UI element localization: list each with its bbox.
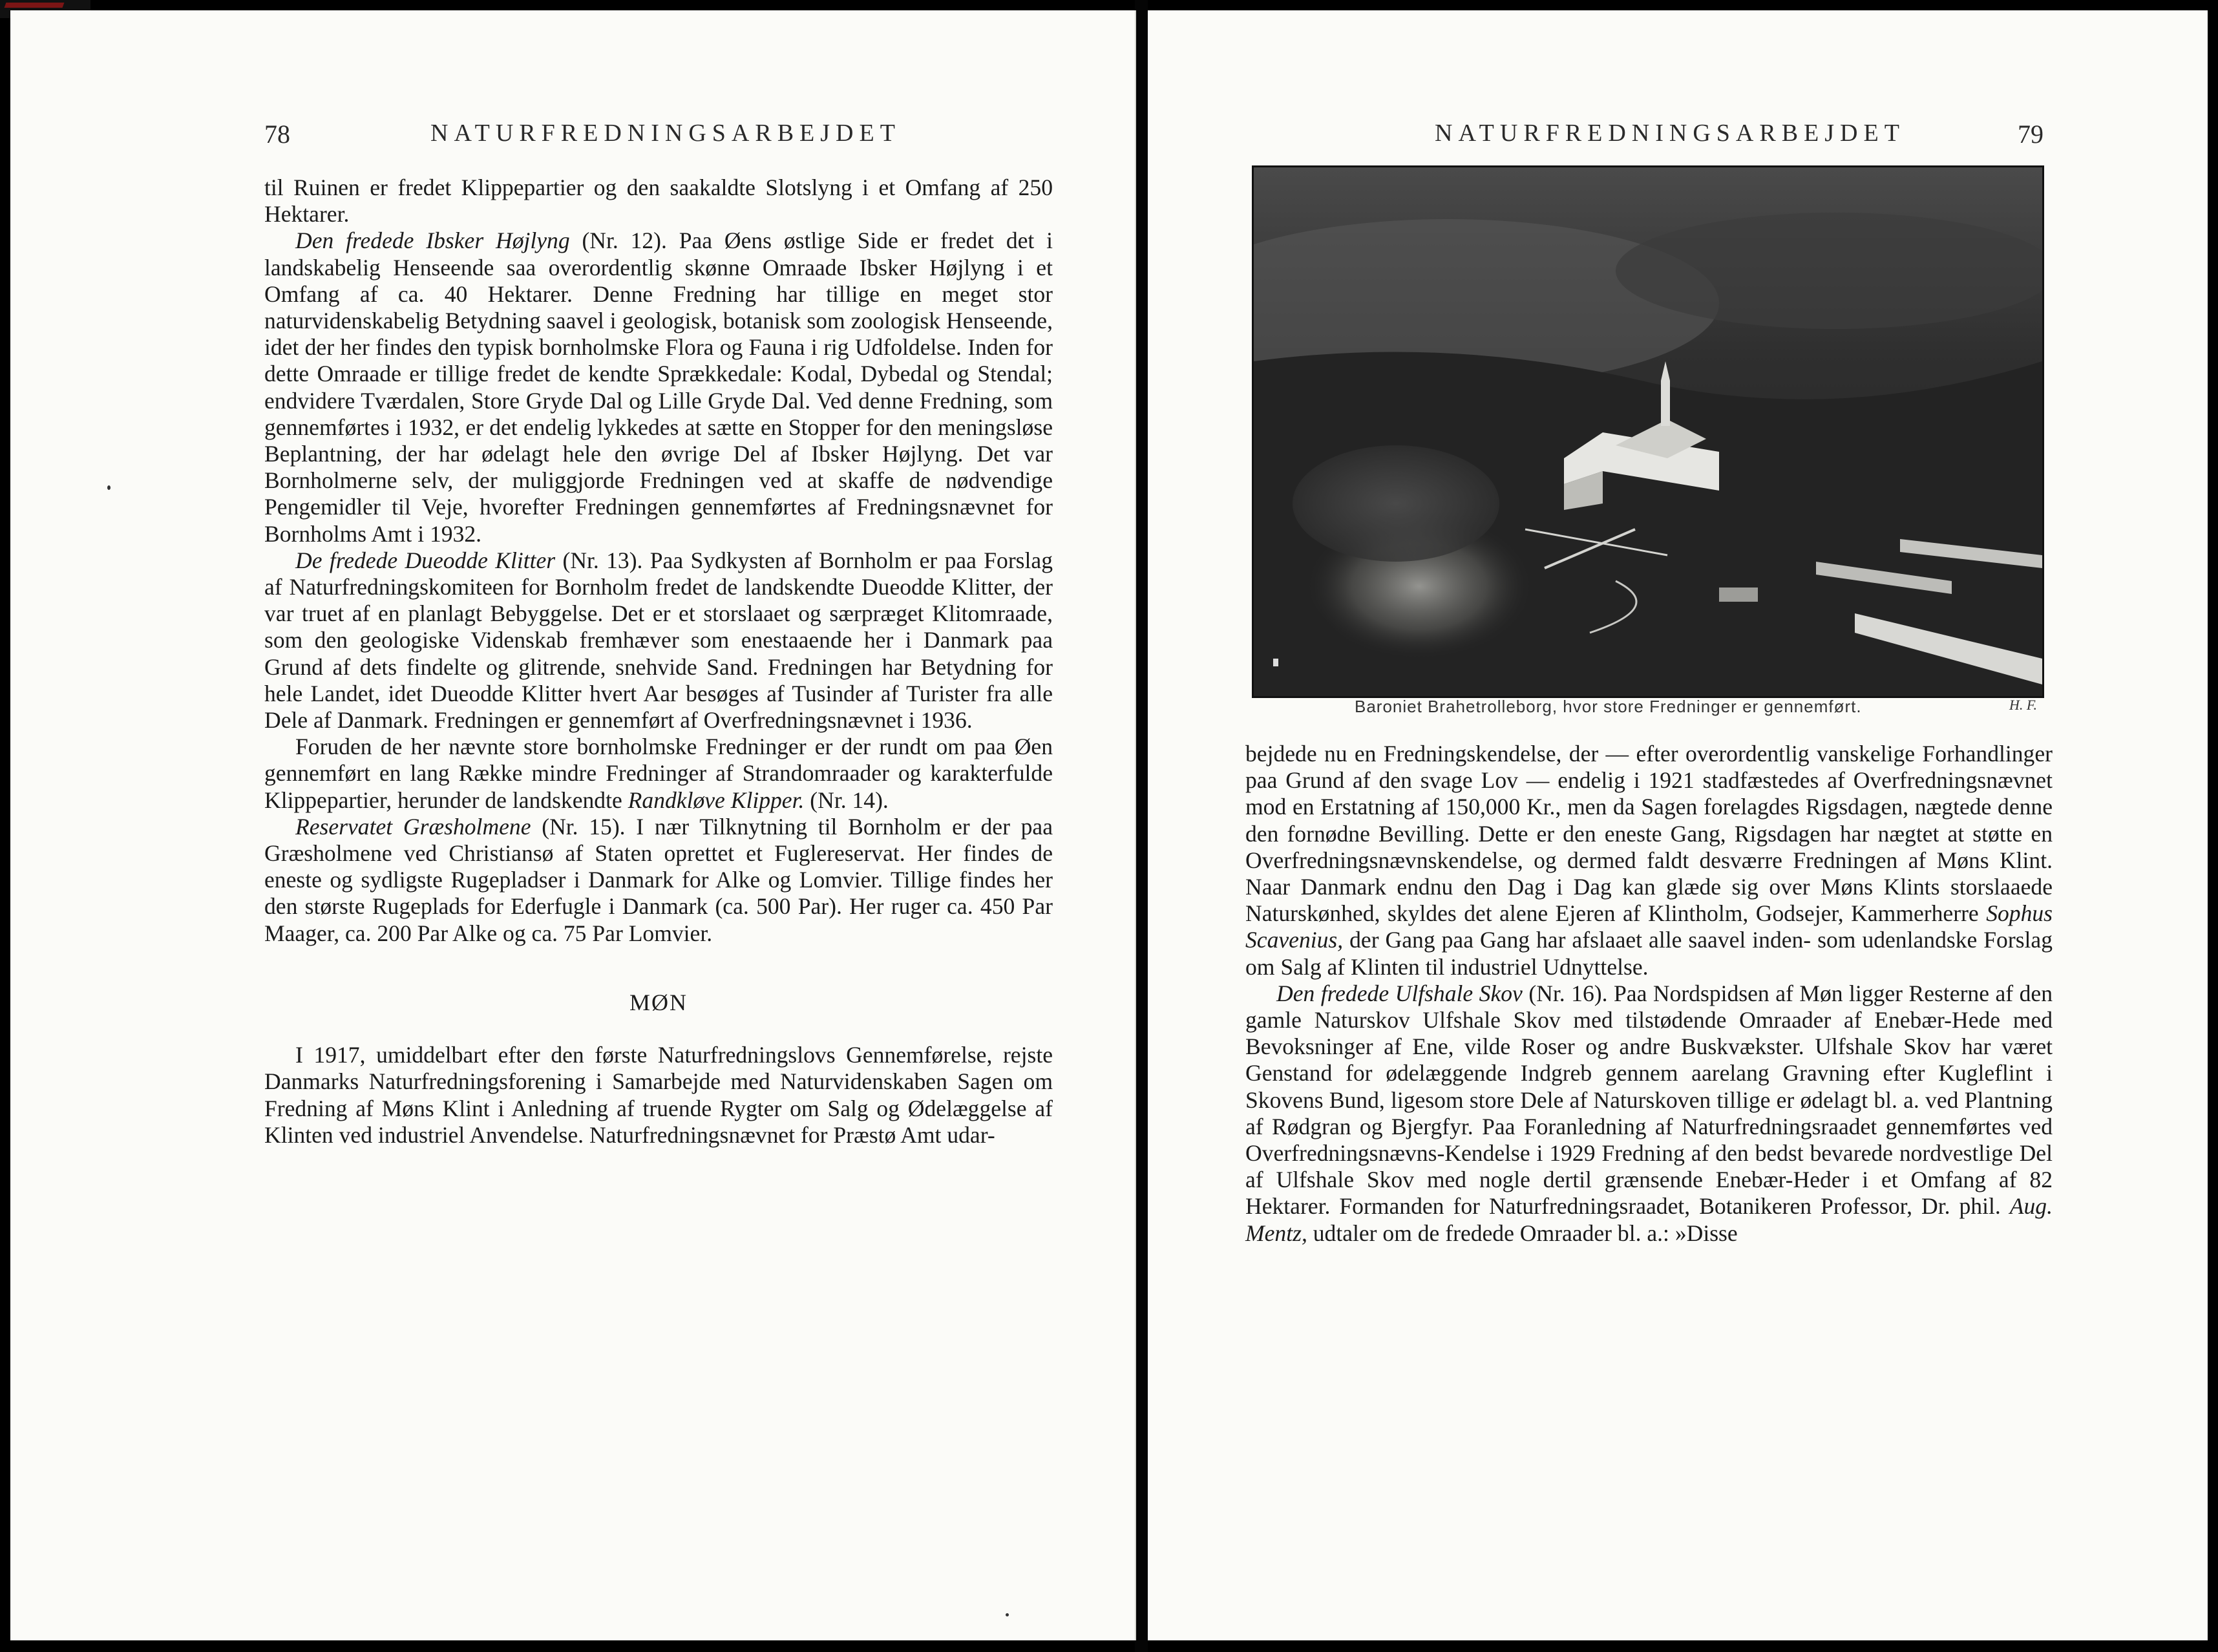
photo-caption: Baroniet Brahetrolleborg, hvor store Fredninger er gennemført. — [1355, 697, 1862, 716]
running-head: NATURFREDNINGSARBEJDET — [1435, 120, 1905, 147]
left-paragraphs — [264, 175, 1053, 947]
aerial-photo — [1252, 165, 2044, 698]
left-body-text — [264, 175, 1053, 1149]
scan-speck — [1006, 1613, 1009, 1616]
section-paragraph: I 1917, umiddelbart efter den første Naturfredningslovs Gennemførelse, rejste Danmarks Naturfredningsforening i Samarbejde med Naturvidenskaben Sagen om Fredning af Møns Klint i Anledning af truende Rygter om Salg og Ødelæggelse af Klinten ved industriel Anvendelse. Naturfredningsnævnet for Præstø Amt udar- — [264, 1042, 1053, 1148]
italic-term: Randkløve Klipper. — [628, 787, 805, 813]
page-number: 79 — [2018, 120, 2044, 149]
paragraph — [1245, 741, 2053, 980]
italic-term: Reservatet Græsholmene — [295, 813, 531, 840]
text-run: udtaler om de fredede Omraader bl. a.: »Disse — [1307, 1220, 1738, 1246]
book-gutter — [1135, 0, 1148, 1652]
text-run: (Nr. 14). — [804, 787, 889, 813]
right-paragraphs — [1245, 741, 2053, 1247]
italic-term: Den fredede Ibsker Højlyng — [295, 228, 570, 254]
text-run: (Nr. 13). Paa Sydkysten af Bornholm er paa Forslag af Naturfredningskomiteen for Bornholm fredet de landskendte Dueodde Klitter, der var truet af en planlagt Bebyggelse. Det er et storslaaet og særpræget Klitomraade, som den geologiske Videnskab fremhæver som enestaaende her i Danmark paa Grund af dets findelte og glitrende, snehvide Sand. Fredningen har Betydning for hele Landet, idet Dueodde Klitter hvert Aar besøges af Tusinder af Turister fra alle Dele af Danmark. Fredningen er gennemført af Overfredningsnævnet i 1936. — [264, 547, 1053, 734]
left-page — [10, 10, 1136, 1640]
section-heading: MØN — [629, 989, 688, 1015]
italic-term: Aug. Mentz, — [1245, 1193, 2053, 1246]
paragraph — [264, 228, 1053, 547]
text-run: (Nr. 16). Paa Nordspidsen af Møn ligger Resterne af den gamle Naturskov Ulfshale Skov med tilstødende Omraader af Enebær-Hede med Bevoksninger af Ene, vilde Roser og andre Buskvækster. Ulfshale Skov har været Genstand for ødelæggende Indgreb gennem aarelang Gravning efter Kugleflint i Skovens Bund, ligesom store Dele af Naturskoven tillige er ødelagt bl. a. ved Plantning af Rødgran og Bjergfyr. Paa Foranledning af Naturfredningsraadet gennemførtes ved Overfredningsnævns-Kendelse i 1929 Fredning af den bedst bevarede nordvestlige Del af Ulfshale Skov med nogle dertil grænsende Enebær-Heder i et Omfang af 82 Hektarer. Formanden for Naturfredningsraadet, Botanikeren Professor, Dr. phil. — [1245, 980, 2053, 1220]
right-page — [1148, 10, 2208, 1640]
page-number: 78 — [264, 120, 290, 149]
running-head: NATURFREDNINGSARBEJDET — [430, 120, 901, 147]
aerial-photo-image — [1254, 167, 2042, 696]
text-run: (Nr. 15). I nær Tilknytning til Bornholm er der paa Græsholmene ved Christiansø af Staten oprettet et Fuglereservat. Her findes de eneste og sydligste Rugepladser i Danmark for Alke og Lomvier. Tillige findes her den største Rugeplads for Ederfugle i Danmark (ca. 500 Par). Her ruger ca. 450 Par Maager, ca. 200 Par Alke og ca. 75 Par Lomvier. — [264, 813, 1053, 946]
text-run: til Ruinen er fredet Klippepartier og den saakaldte Slotslyng i et Omfang af 250 Hektarer. — [264, 175, 1053, 228]
paragraph — [264, 547, 1053, 734]
text-run: (Nr. 12). Paa Øens østlige Side er fredet det i landskabelig Henseende saa overordentlig skønne Omraade Ibsker Højlyng i et Omfang af ca. 40 Hektarer. Denne Fredning har tillige en meget stor naturvidenskabelig Betydning saavel i geologisk, botanisk som zoologisk Henseende, idet der her findes den typisk bornholmske Flora og Fauna i rig Udfoldelse. Inden for dette Omraade er tillige fredet de kendte Sprækkedale: Kodal, Dybedal og Stendal; endvidere Tværdalen, Store Gryde Dal og Lille Gryde Dal. Ved denne Fredning, som gennemførtes i 1932, er det endelig lykkedes at sætte en Stopper for den meningsløse Beplantning, der har ødelagt hele den øvrige Del af Ibsker Højlyng. Det var Bornholmerne selv, der muliggjorde Fredningen ved at skaffe de nødvendige Pengemidler til Veje, hvorefter Fredningen gennemførtes af Fredningsnævnet for Bornholms Amt i 1932. — [264, 228, 1053, 547]
scan-speck — [107, 485, 111, 490]
paragraph — [1245, 980, 2053, 1247]
photo-credit: H. F. — [2009, 697, 2037, 713]
italic-term: Den fredede Ulfshale Skov — [1276, 980, 1523, 1006]
right-body-text — [1245, 741, 2053, 1247]
text-run: Foruden de her nævnte store bornholmske Fredninger er der rundt om paa Øen gennemført en lang Række mindre Fredninger af Strandomraader og karakterfulde Klippepartier, herunder de landskendte — [264, 734, 1053, 813]
paragraph — [264, 175, 1053, 228]
text-run: bejdede nu en Fredningskendelse, der — efter overordentlig vanskelige Forhandlinger paa Grund af den svage Lov — endelig i 1921 stadfæstedes af Overfredningsnævnet mod en Erstatning af 150,000 Kr., men da Sagen forelagdes Rigsdagen, nægtede denne den fornødne Bevilling. Dette er den eneste Gang, Rigsdagen har nægtet at støtte en Overfredningsnævnskendelse, og dermed faldt desværre Fredningen af Møns Klint. Naar Danmark endnu den Dag i Dag kan glæde sig over Møns Klints storslaaede Naturskønhed, skyldes det alene Ejeren af Klintholm, Godsejer, Kammerherre — [1245, 741, 2053, 927]
paragraph — [264, 734, 1053, 814]
text-run: der Gang paa Gang har afslaaet alle saavel inden- som udenlandske Forslag om Salg af Klinten til industriel Udnyttelse. — [1245, 927, 2053, 980]
italic-term: De fredede Dueodde Klitter — [295, 547, 556, 573]
italic-term: Sophus Scavenius, — [1245, 900, 2053, 953]
paragraph — [264, 814, 1053, 947]
